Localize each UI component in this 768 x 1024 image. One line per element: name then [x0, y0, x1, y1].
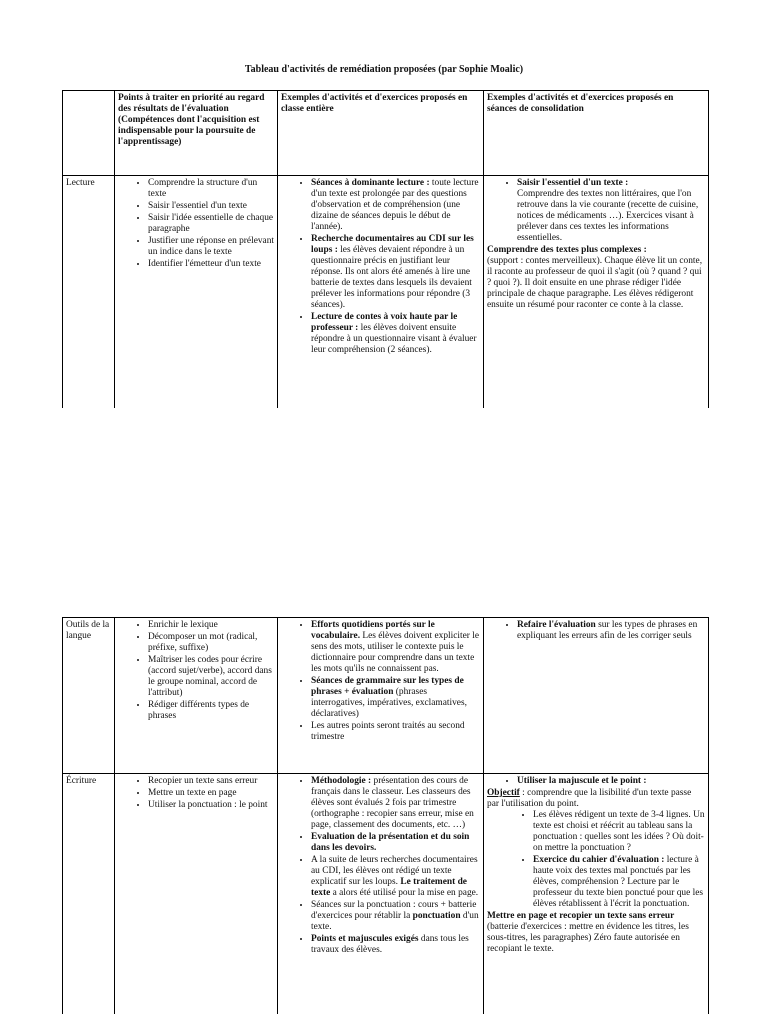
lecture-points — [115, 176, 278, 408]
list-item: • Séances sur la ponctuation : cours + batterie d'exercices pour rétablir la ponctuation d'un texte. — [311, 900, 480, 933]
objective-paragraph: Objectif : comprendre que la lisibilité d'un texte passe par l'utilisation du point. — [487, 788, 692, 809]
ecriture-points — [115, 774, 278, 1014]
list-item: • Justifier une réponse en prélevant un indice dans le texte — [148, 236, 274, 258]
list-item: • Les autres points seront traités au second trimestre — [311, 721, 480, 743]
lecture-consolidation — [484, 176, 709, 408]
ecriture-consolidation — [484, 774, 709, 1014]
list-item: • Lecture de contes à voix haute par le professeur : les élèves doivent ensuite répondre à un questionnaire visant à évaluer leur compréhension (2 séances). — [311, 312, 480, 356]
outils-row — [63, 618, 709, 774]
header-points-subtitle: (Compétences dont l'acquisition est indispensable pour la poursuite de l'apprentissage) — [118, 115, 260, 147]
outils-classe — [278, 618, 484, 774]
list-item: • Séances à dominante lecture : toute lecture d'un texte est prolongée par des questions d'observation et de compréhension (une dizaine de séances depuis le début de l'année). — [311, 178, 480, 233]
list-item: • Enrichir le lexique — [148, 620, 274, 631]
list-item: • Refaire l'évaluation sur les types de phrases en expliquant les erreurs afin de les corriger seuls — [517, 620, 705, 642]
remediation-table-part-2 — [62, 617, 709, 1014]
outils-label: Outils de la langue — [63, 618, 115, 774]
list-item: • Saisir l'idée essentielle de chaque paragraphe — [148, 213, 274, 235]
list-item: • Evaluation de la présentation et du soin dans les devoirs. — [311, 832, 480, 854]
list-item: • Saisir l'essentiel d'un texte : Comprendre des textes non littéraires, que l'on retrouve dans la vie courante (recette de cuisine, notices de médicaments …). Exercices visant à prélever dans ces textes les informations essentielles. — [517, 178, 705, 244]
lecture-classe — [278, 176, 484, 408]
list-item: • Recherche documentaires au CDI sur les loups : les élèves devaient répondre à un questionnaire précis en justifiant leur réponse. Ils ont alors été amenés à lire une batterie de textes dans lesquels ils devaient prélever les informations pour répondre (3 séances). — [311, 234, 480, 311]
list-item: • A la suite de leurs recherches documentaires au CDI, les élèves ont rédigé un texte explicatif sur les loups. Le traitement de texte a alors été utilisé pour la mise en page. — [311, 855, 480, 899]
document-title: Tableau d'activités de remédiation proposées (par Sophie Moalic) — [244, 64, 524, 75]
paragraph: Comprendre des textes plus complexes : (support : contes merveilleux). Chaque élève lit un conte, il raconte au professeur de quoi il s'agit (où ? quand ? qui ? quoi ?). Il doit ensuite en une phrase rédiger l'idée principale de chaque paragraphe. Les élèves rédigeront ensuite un résumé pour raconter ce conte à la classe. — [487, 245, 703, 310]
ecriture-classe — [278, 774, 484, 1014]
list-item: • Efforts quotidiens portés sur le vocabulaire. Les élèves doivent expliciter le sens des mots, utiliser le contexte puis le dictionnaire pour comprendre dans un texte les mots qu'ils ne connaissent pas. — [311, 620, 480, 675]
list-item: • Exercice du cahier d'évaluation : lecture à haute voix des textes mal ponctués par les élèves, compréhension ? Lecture par le professeur du texte bien ponctué pour que les élèves rétablissent à l'écrit la ponctuation. — [533, 855, 705, 910]
list-item: • Les élèves rédigent un texte de 3-4 lignes. Un texte est choisi et réécrit au tableau sans la ponctuation : quelles sont les idées ? Où doit-on mettre la ponctuation ? — [533, 810, 705, 854]
list-item: • Maîtriser les codes pour écrire (accord sujet/verbe), accord dans le groupe nominal, accord de l'attribut) — [148, 655, 274, 699]
outils-points — [115, 618, 278, 774]
list-item: • Mettre un texte en page — [148, 788, 274, 799]
list-item: • Saisir l'essentiel d'un texte — [148, 201, 274, 212]
list-item: • Utiliser la majuscule et le point : — [517, 776, 705, 787]
outils-consolidation — [484, 618, 709, 774]
ecriture-label: Écriture — [63, 774, 115, 1014]
header-classe-entiere: Exemples d'activités et d'exercices proposés en classe entière — [278, 91, 484, 176]
lecture-label: Lecture — [63, 176, 115, 408]
list-item: • Utiliser la ponctuation : le point — [148, 800, 274, 811]
header-points — [115, 91, 278, 176]
header-consolidation: Exemples d'activités et d'exercices proposés en séances de consolidation — [484, 91, 709, 176]
list-item: • Méthodologie : présentation des cours de français dans le classeur. Les classeurs des élèves sont évalués 2 fois par trimestre (orthographe : recopier sans erreur, mise en page, classement des documents, etc. …) — [311, 776, 480, 831]
lecture-row — [63, 176, 709, 408]
list-item: • Identifier l'émetteur d'un texte — [148, 259, 274, 270]
paragraph: Mettre en page et recopier un texte sans erreur (batterie d'exercices : mettre en évidence les titres, les sous-titres, les paragraphes) Zéro faute autorisée en recopiant le texte. — [487, 911, 689, 954]
remediation-table-part-1 — [62, 90, 709, 408]
ecriture-row — [63, 774, 709, 1014]
list-item: • Décomposer un mot (radical, préfixe, suffixe) — [148, 632, 274, 654]
list-item: • Recopier un texte sans erreur — [148, 776, 274, 787]
list-item: • Points et majuscules exigés dans tous les travaux des élèves. — [311, 934, 480, 956]
list-item: • Séances de grammaire sur les types de phrases + évaluation (phrases interrogatives, impératives, exclamatives, déclaratives) — [311, 676, 480, 720]
header-empty-cell — [63, 91, 115, 176]
list-item: • Rédiger différents types de phrases — [148, 700, 274, 722]
header-points-title: Points à traiter en priorité au regard des résultats de l'évaluation — [118, 93, 265, 114]
header-row — [63, 91, 709, 176]
list-item: • Comprendre la structure d'un texte — [148, 178, 274, 200]
